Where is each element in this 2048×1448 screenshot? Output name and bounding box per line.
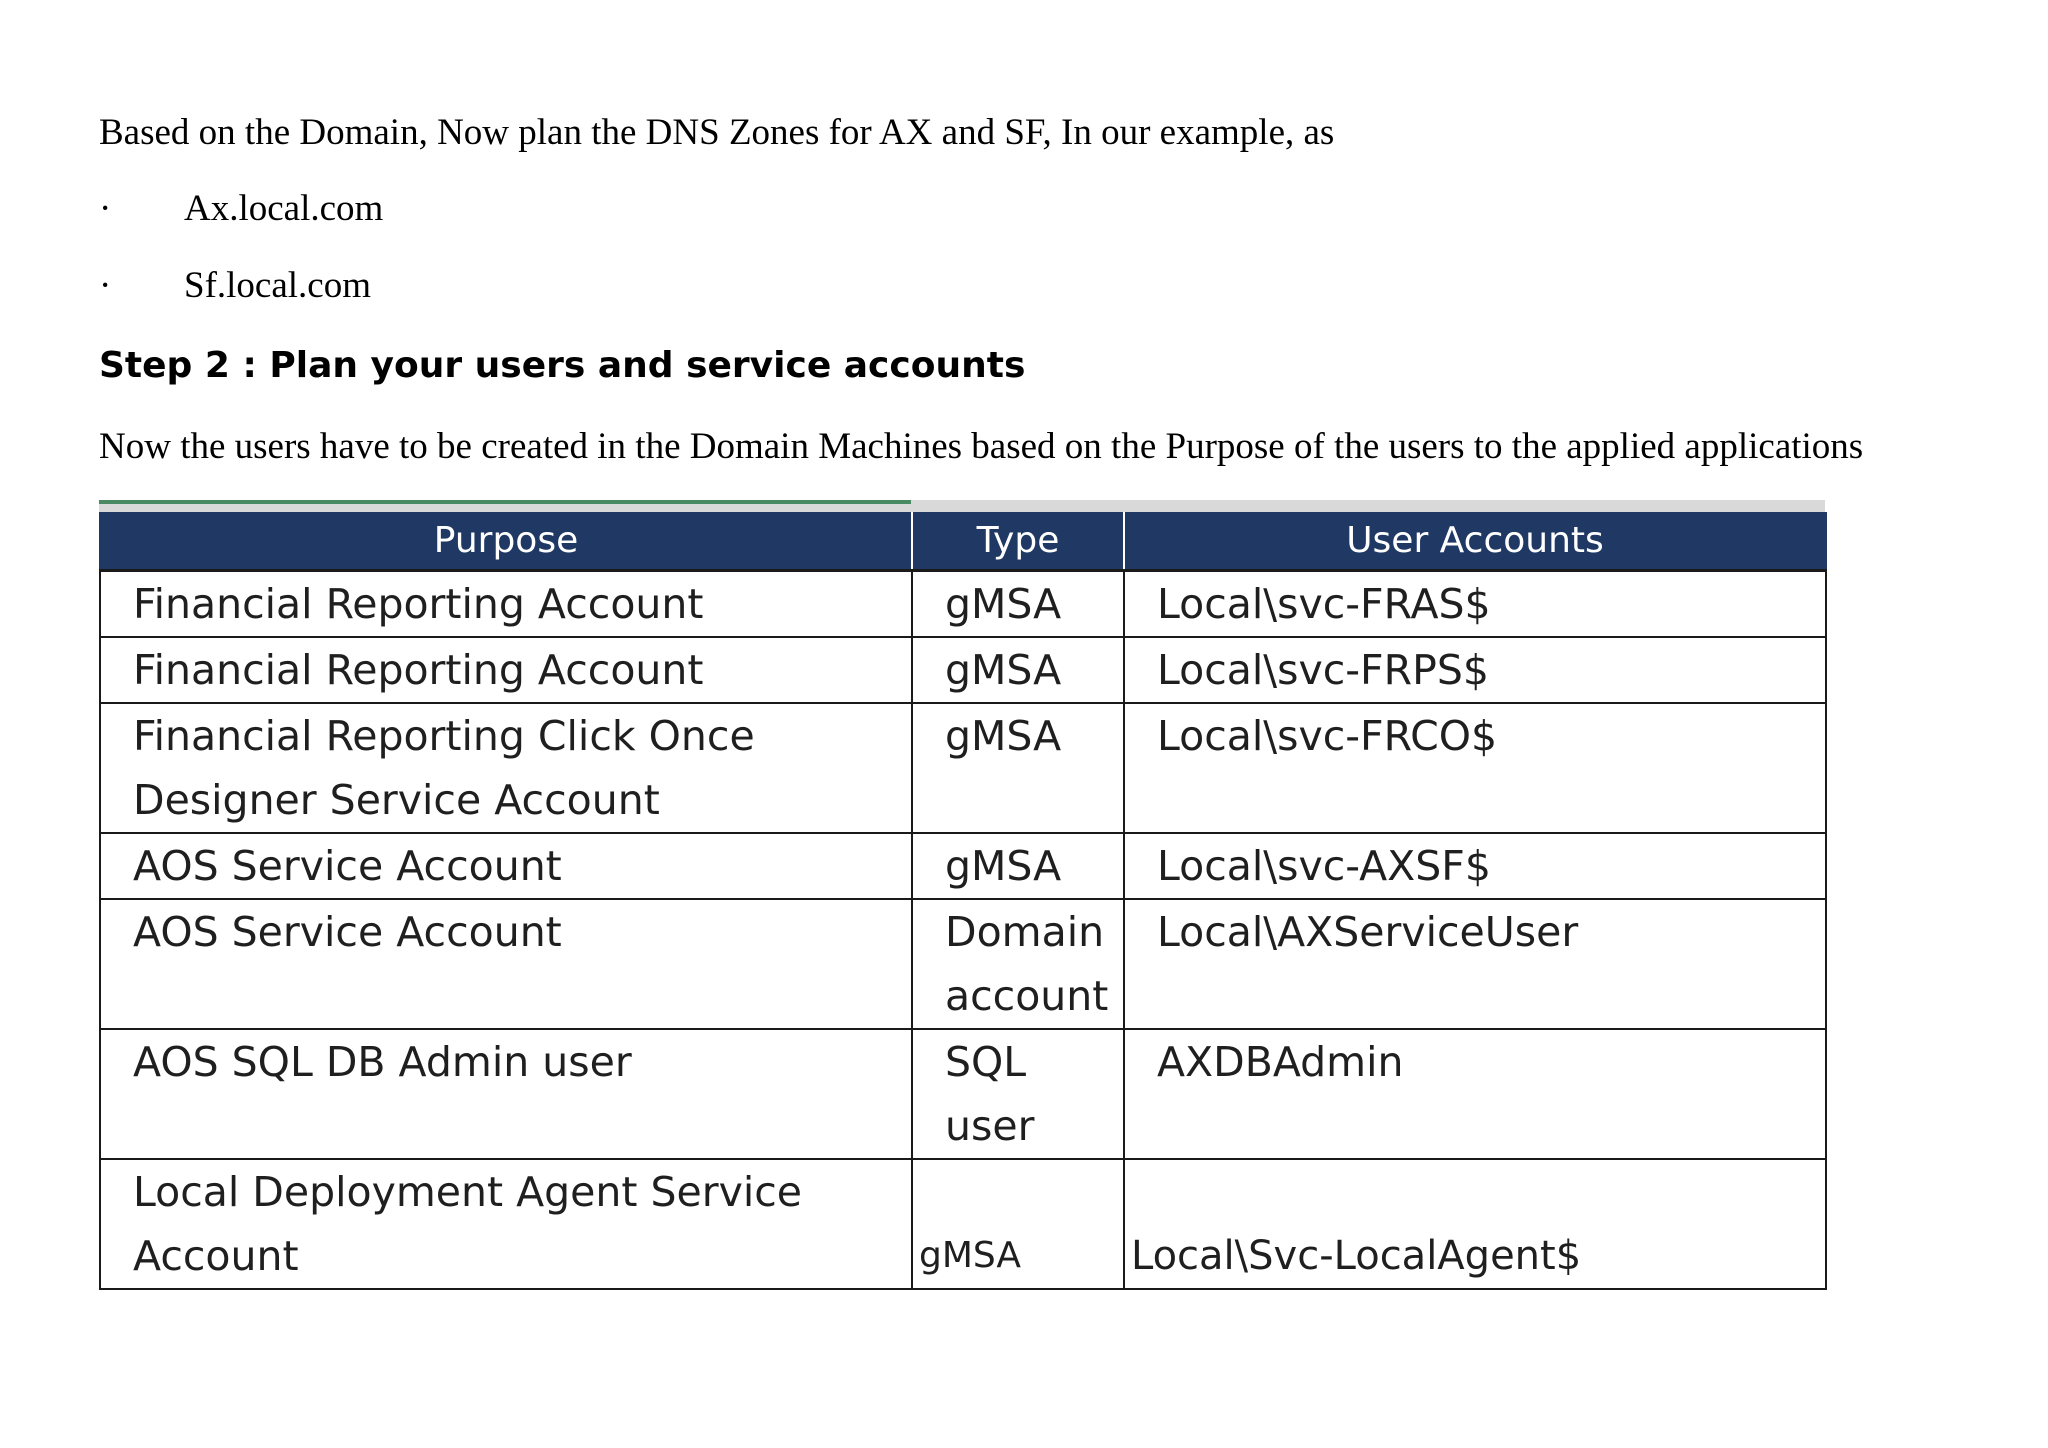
cell-type: gMSA (912, 571, 1124, 638)
accounts-table-image (99, 500, 1825, 1280)
cell-user-account: AXDBAdmin (1124, 1029, 1826, 1159)
bullet-marker: · (99, 265, 112, 306)
table-row (100, 637, 1826, 703)
cell-type: gMSA (912, 833, 1124, 899)
bullet-text: Sf.local.com (184, 265, 372, 306)
cell-user-account: Local\Svc-LocalAgent$ (1124, 1159, 1826, 1289)
table-row (100, 899, 1826, 1029)
cell-purpose: AOS Service Account (100, 899, 912, 1029)
cell-purpose: Financial Reporting Account (100, 571, 912, 638)
cell-purpose: Financial Reporting Click Once Designer Service Account (100, 703, 912, 833)
cell-type: SQL user (912, 1029, 1124, 1159)
cell-user-account: Local\svc-FRCO$ (1124, 703, 1826, 833)
table-row (100, 1159, 1826, 1289)
header-user-accounts: User Accounts (1124, 512, 1826, 571)
bullet-marker: · (99, 188, 112, 229)
cell-type: gMSA (912, 637, 1124, 703)
cell-purpose: AOS Service Account (100, 833, 912, 899)
bullet-text: Ax.local.com (184, 188, 384, 229)
header-purpose: Purpose (100, 512, 912, 571)
cell-user-account: Local\svc-AXSF$ (1124, 833, 1826, 899)
table-row (100, 833, 1826, 899)
table-top-strip-accent (99, 500, 911, 504)
cell-purpose: Local Deployment Agent Service Account (100, 1159, 912, 1289)
table-row (100, 703, 1826, 833)
step-heading: Step 2 : Plan your users and service accounts (99, 345, 1026, 386)
table-header-row (100, 512, 1826, 571)
cell-user-account: Local\svc-FRPS$ (1124, 637, 1826, 703)
cell-type: gMSA (912, 703, 1124, 833)
header-type: Type (912, 512, 1124, 571)
cell-user-account: Local\AXServiceUser (1124, 899, 1826, 1029)
body-paragraph: Now the users have to be created in the Domain Machines based on the Purpose of the users to the applied applications (99, 426, 1864, 467)
table-row (100, 1029, 1826, 1159)
cell-user-account: Local\svc-FRAS$ (1124, 571, 1826, 638)
cell-purpose: Financial Reporting Account (100, 637, 912, 703)
intro-paragraph: Based on the Domain, Now plan the DNS Zones for AX and SF, In our example, as (99, 112, 1335, 153)
table-row (100, 571, 1826, 638)
cell-type: gMSA (912, 1159, 1124, 1289)
cell-type: Domain account (912, 899, 1124, 1029)
cell-purpose: AOS SQL DB Admin user (100, 1029, 912, 1159)
accounts-table (99, 512, 1827, 1290)
